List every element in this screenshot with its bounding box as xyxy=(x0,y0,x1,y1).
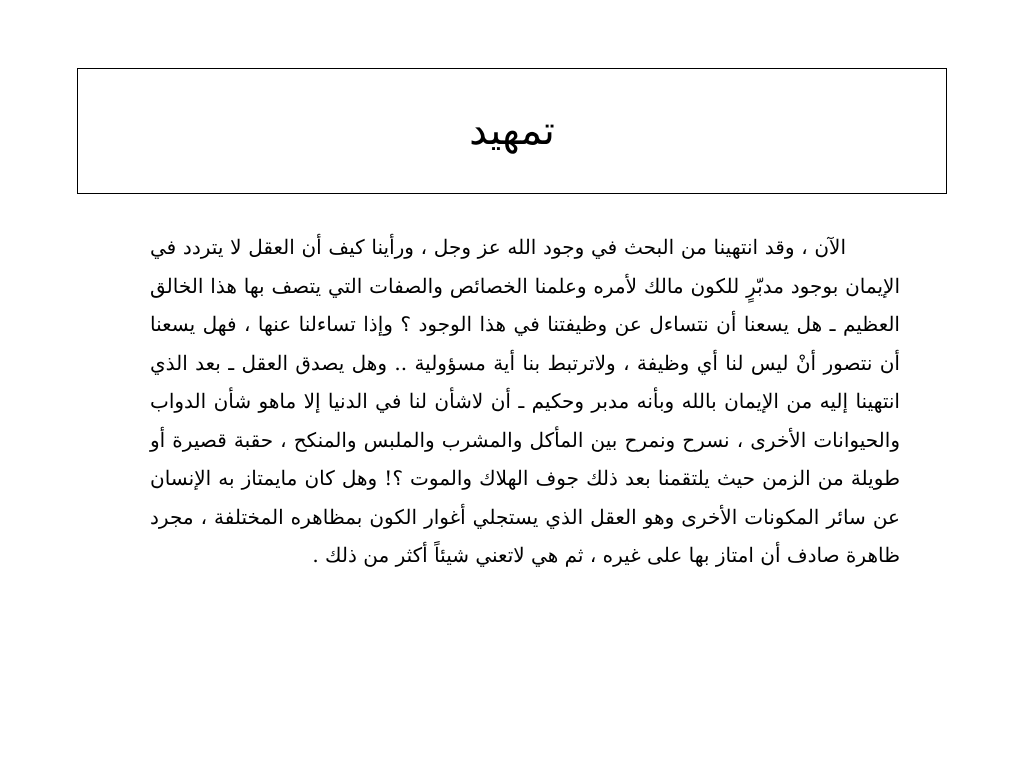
slide-title: تمهيد xyxy=(469,108,555,154)
title-box xyxy=(77,68,947,194)
body-paragraph: الآن ، وقد انتهينا من البحث في وجود الله عز وجل ، ورأينا كيف أن العقل لا يتردد في الإيمان بوجود مدبّرٍ للكون مالك لأمره وعلمنا الخصائص والصفات التي يتصف بها هذا الخالق العظيم ـ هل يسعنا أن نتساءل عن وظيفتنا في هذا الوجود ؟ وإذا تساءلنا عنها ، فهل يسعنا أن نتصور أنْ ليس لنا أي وظيفة ، ولاترتبط بنا أية مسؤولية .. وهل يصدق العقل ـ بعد الذي انتهينا إليه من الإيمان بالله وبأنه مدبر وحكيم ـ أن لاشأن لنا في الدنيا إلا ماهو شأن الدواب والحيوانات الأخرى ، نسرح ونمرح بين المأكل والمشرب والملبس والمنكح ، حقبة قصيرة أو طويلة من الزمن حيث يلتقمنا بعد ذلك جوف الهلاك والموت ؟! وهل كان مايمتاز به الإنسان عن سائر المكونات الأخرى وهو العقل الذي يستجلي أغوار الكون بمظاهره المختلفة ، مجرد ظاهرة صادف أن امتاز بها على غيره ، ثم هي لاتعني شيئاً أكثر من ذلك . xyxy=(150,235,900,567)
